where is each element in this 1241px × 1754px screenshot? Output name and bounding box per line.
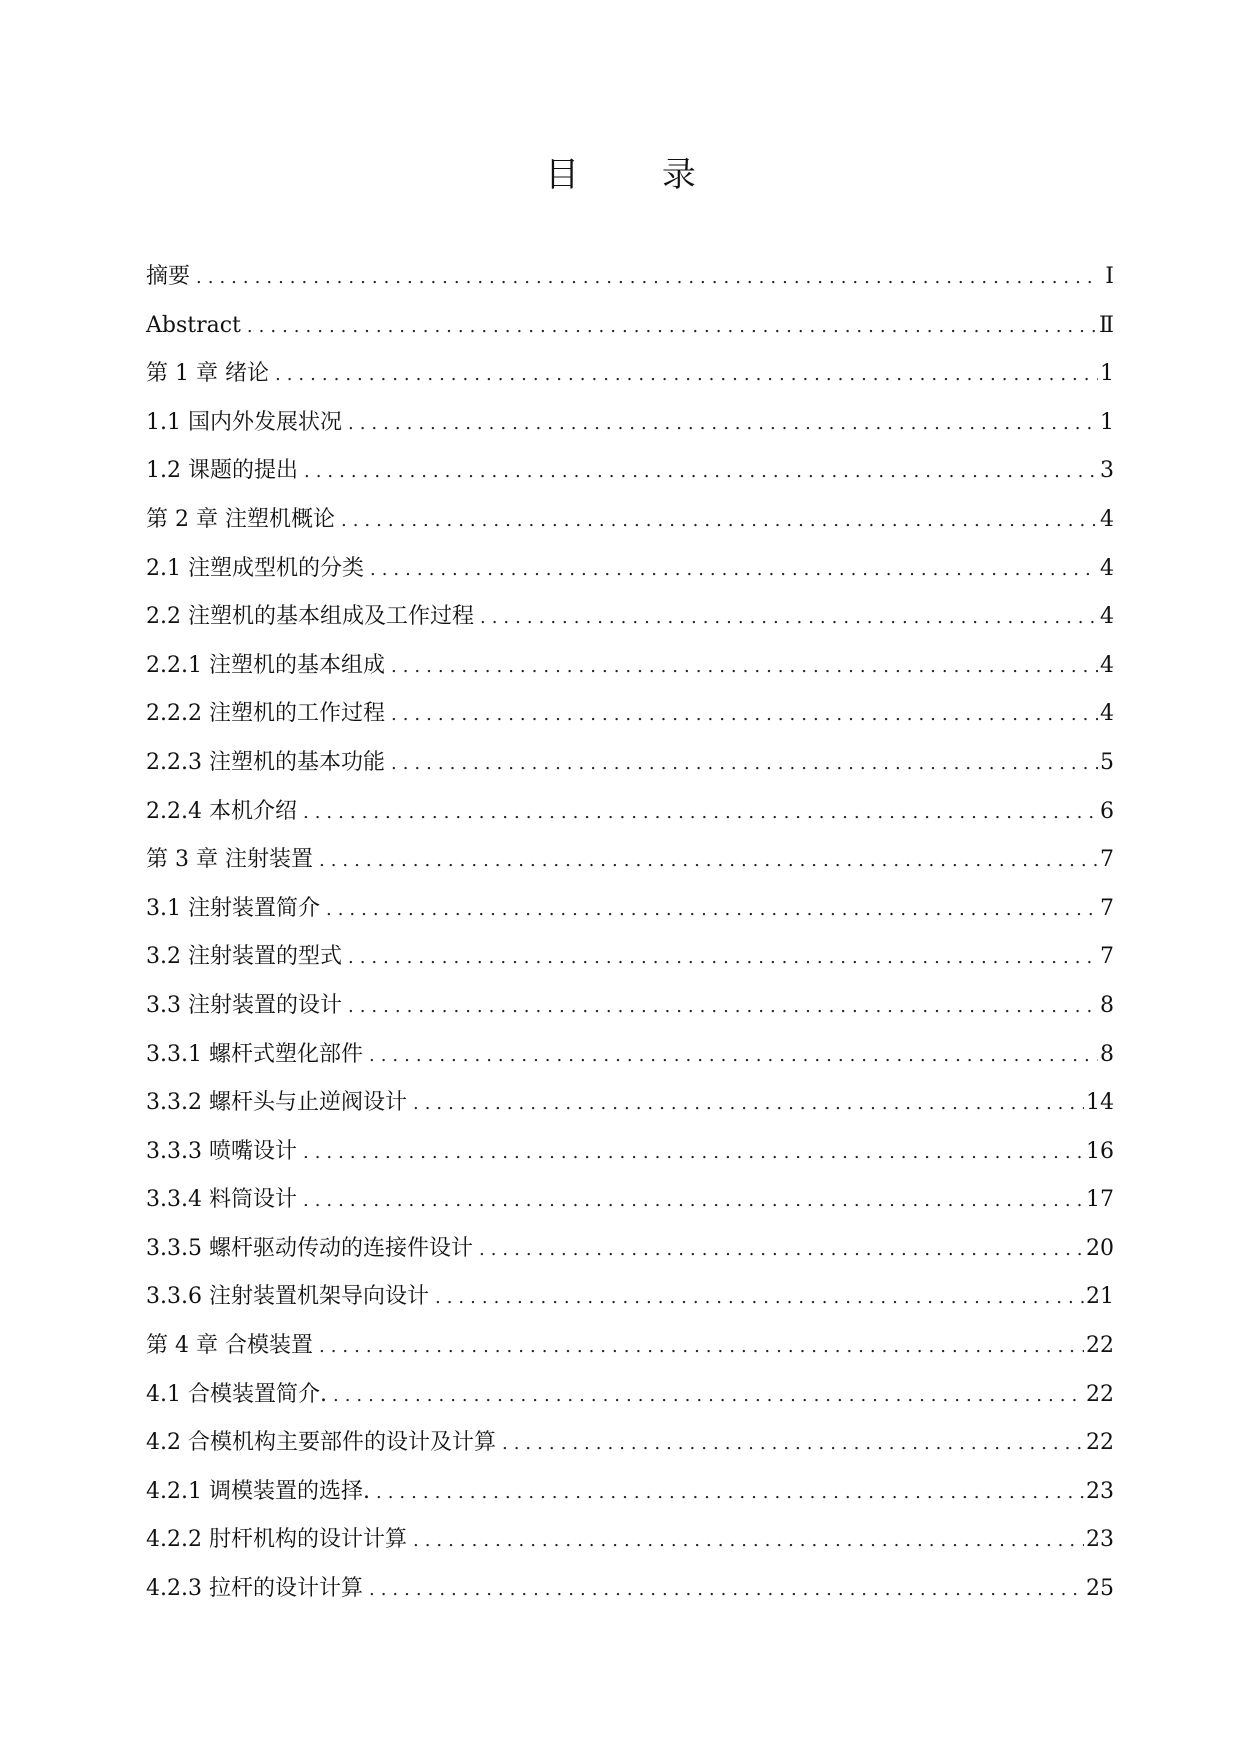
toc-entry	[146, 1477, 1114, 1526]
toc-entry	[146, 262, 1114, 311]
toc-entry-page-number: Ⅰ	[1105, 264, 1114, 289]
dot-leader	[391, 700, 1098, 730]
toc-entry-title: 2.1 注塑成型机的分类	[146, 555, 364, 581]
toc-entry	[146, 554, 1114, 603]
toc-entry-page-number: 14	[1086, 1090, 1114, 1116]
toc-entry-title: 2.2.1 注塑机的基本组成	[146, 652, 385, 678]
toc-entry-page-number: 4	[1100, 701, 1114, 727]
dot-leader	[303, 798, 1098, 828]
toc-entry	[146, 1137, 1114, 1186]
toc-entry	[146, 845, 1114, 894]
toc-entry-title: 1.2 课题的提出	[146, 458, 298, 484]
toc-entry-title: 3.3.5 螺杆驱动传动的连接件设计	[146, 1235, 473, 1261]
toc-entry	[146, 894, 1114, 943]
toc-entry	[146, 359, 1114, 408]
toc-entry-page-number: 22	[1086, 1381, 1114, 1407]
dot-leader	[348, 992, 1098, 1022]
toc-entry-page-number: 4	[1100, 652, 1114, 678]
toc-entry-title: 4.1 合模装置简介.	[146, 1381, 327, 1407]
table-of-contents	[146, 262, 1114, 1623]
dot-leader	[319, 846, 1098, 876]
toc-entry-title: 3.1 注射装置简介	[146, 895, 320, 921]
dot-leader	[303, 1186, 1084, 1216]
dot-leader	[480, 603, 1098, 633]
dot-leader	[369, 1041, 1098, 1071]
toc-entry-page-number: 17	[1086, 1187, 1114, 1213]
toc-entry-page-number: 20	[1086, 1235, 1114, 1261]
toc-entry-title: 2.2 注塑机的基本组成及工作过程	[146, 604, 474, 630]
toc-entry-title: 3.3.2 螺杆头与止逆阀设计	[146, 1090, 407, 1116]
dot-leader	[341, 506, 1098, 536]
toc-entry	[146, 748, 1114, 797]
toc-entry-page-number: 8	[1100, 992, 1114, 1018]
toc-entry-title: 3.3.3 喷嘴设计	[146, 1138, 297, 1164]
toc-entry-title: 3.3.1 螺杆式塑化部件	[146, 1041, 363, 1067]
dot-leader	[196, 263, 1100, 293]
toc-entry	[146, 1088, 1114, 1137]
toc-entry-title: 第 3 章 注射装置	[146, 847, 313, 873]
dot-leader	[275, 360, 1098, 390]
dot-leader	[435, 1283, 1084, 1313]
toc-entry-page-number: 7	[1100, 847, 1114, 873]
toc-title: 目 录	[545, 155, 732, 195]
toc-entry-page-number: 25	[1086, 1576, 1114, 1602]
toc-entry-page-number: 16	[1086, 1138, 1114, 1164]
toc-entry-title: 第 1 章 绪论	[146, 361, 269, 387]
toc-entry-page-number: 6	[1100, 798, 1114, 824]
dot-leader	[304, 457, 1098, 487]
toc-entry-page-number: 7	[1100, 944, 1114, 970]
toc-entry	[146, 1282, 1114, 1331]
dot-leader	[326, 895, 1098, 925]
toc-entry-title: 2.2.4 本机介绍	[146, 798, 297, 824]
toc-entry-title: 3.3.4 料筒设计	[146, 1187, 297, 1213]
toc-entry	[146, 1234, 1114, 1283]
toc-entry-title: 4.2.1 调模装置的选择.	[146, 1478, 370, 1504]
toc-entry	[146, 942, 1114, 991]
toc-entry	[146, 456, 1114, 505]
toc-entry	[146, 651, 1114, 700]
toc-entry-title: 3.3.6 注射装置机架导向设计	[146, 1284, 429, 1310]
toc-entry-title: 1.1 国内外发展状况	[146, 409, 342, 435]
toc-entry-page-number: 4	[1100, 604, 1114, 630]
dot-leader	[413, 1089, 1084, 1119]
toc-entry-title: 4.2.2 肘杆机构的设计计算	[146, 1527, 407, 1553]
toc-entry-page-number: Ⅱ	[1099, 312, 1114, 338]
dot-leader	[333, 1381, 1084, 1411]
dot-leader	[376, 1478, 1084, 1508]
toc-entry	[146, 1185, 1114, 1234]
toc-entry-title: 3.2 注射装置的型式	[146, 944, 342, 970]
toc-entry-page-number: 22	[1086, 1333, 1114, 1359]
dot-leader	[369, 1575, 1084, 1605]
toc-entry	[146, 1525, 1114, 1574]
toc-entry-page-number: 5	[1100, 749, 1114, 775]
toc-entry-title: Abstract	[146, 312, 241, 338]
toc-entry-title: 4.2 合模机构主要部件的设计及计算	[146, 1430, 496, 1456]
toc-entry	[146, 699, 1114, 748]
toc-entry	[146, 1428, 1114, 1477]
dot-leader	[348, 943, 1098, 973]
toc-entry-page-number: 4	[1100, 555, 1114, 581]
dot-leader	[348, 409, 1098, 439]
dot-leader	[502, 1429, 1084, 1459]
toc-entry-page-number: 23	[1086, 1478, 1114, 1504]
toc-entry	[146, 991, 1114, 1040]
toc-entry	[146, 1380, 1114, 1429]
dot-leader	[319, 1332, 1084, 1362]
toc-entry-page-number: 4	[1100, 506, 1114, 532]
toc-entry-title: 2.2.3 注塑机的基本功能	[146, 749, 385, 775]
dot-leader	[370, 555, 1098, 585]
toc-entry	[146, 1574, 1114, 1623]
toc-entry-page-number: 23	[1086, 1527, 1114, 1553]
toc-entry-page-number: 21	[1086, 1284, 1114, 1310]
dot-leader	[391, 652, 1098, 682]
dot-leader	[479, 1235, 1084, 1265]
toc-entry-title: 第 4 章 合模装置	[146, 1333, 313, 1359]
toc-entry-title: 2.2.2 注塑机的工作过程	[146, 701, 385, 727]
toc-entry-title: 4.2.3 拉杆的设计计算	[146, 1576, 363, 1602]
toc-entry	[146, 1040, 1114, 1089]
toc-entry	[146, 1331, 1114, 1380]
toc-entry-page-number: 1	[1100, 361, 1114, 387]
toc-entry	[146, 797, 1114, 846]
toc-entry-page-number: 7	[1100, 895, 1114, 921]
toc-entry	[146, 311, 1114, 360]
dot-leader	[303, 1138, 1084, 1168]
toc-entry-title: 3.3 注射装置的设计	[146, 992, 342, 1018]
dot-leader	[413, 1526, 1084, 1556]
dot-leader	[247, 312, 1097, 342]
toc-entry-page-number: 8	[1100, 1041, 1114, 1067]
toc-entry-page-number: 22	[1086, 1430, 1114, 1456]
dot-leader	[391, 749, 1098, 779]
toc-entry	[146, 408, 1114, 457]
toc-entry-title: 第 2 章 注塑机概论	[146, 506, 335, 532]
toc-entry-title: 摘要	[146, 264, 191, 289]
toc-entry-page-number: 3	[1100, 458, 1114, 484]
toc-entry-page-number: 1	[1100, 409, 1114, 435]
toc-entry	[146, 505, 1114, 554]
toc-entry	[146, 602, 1114, 651]
